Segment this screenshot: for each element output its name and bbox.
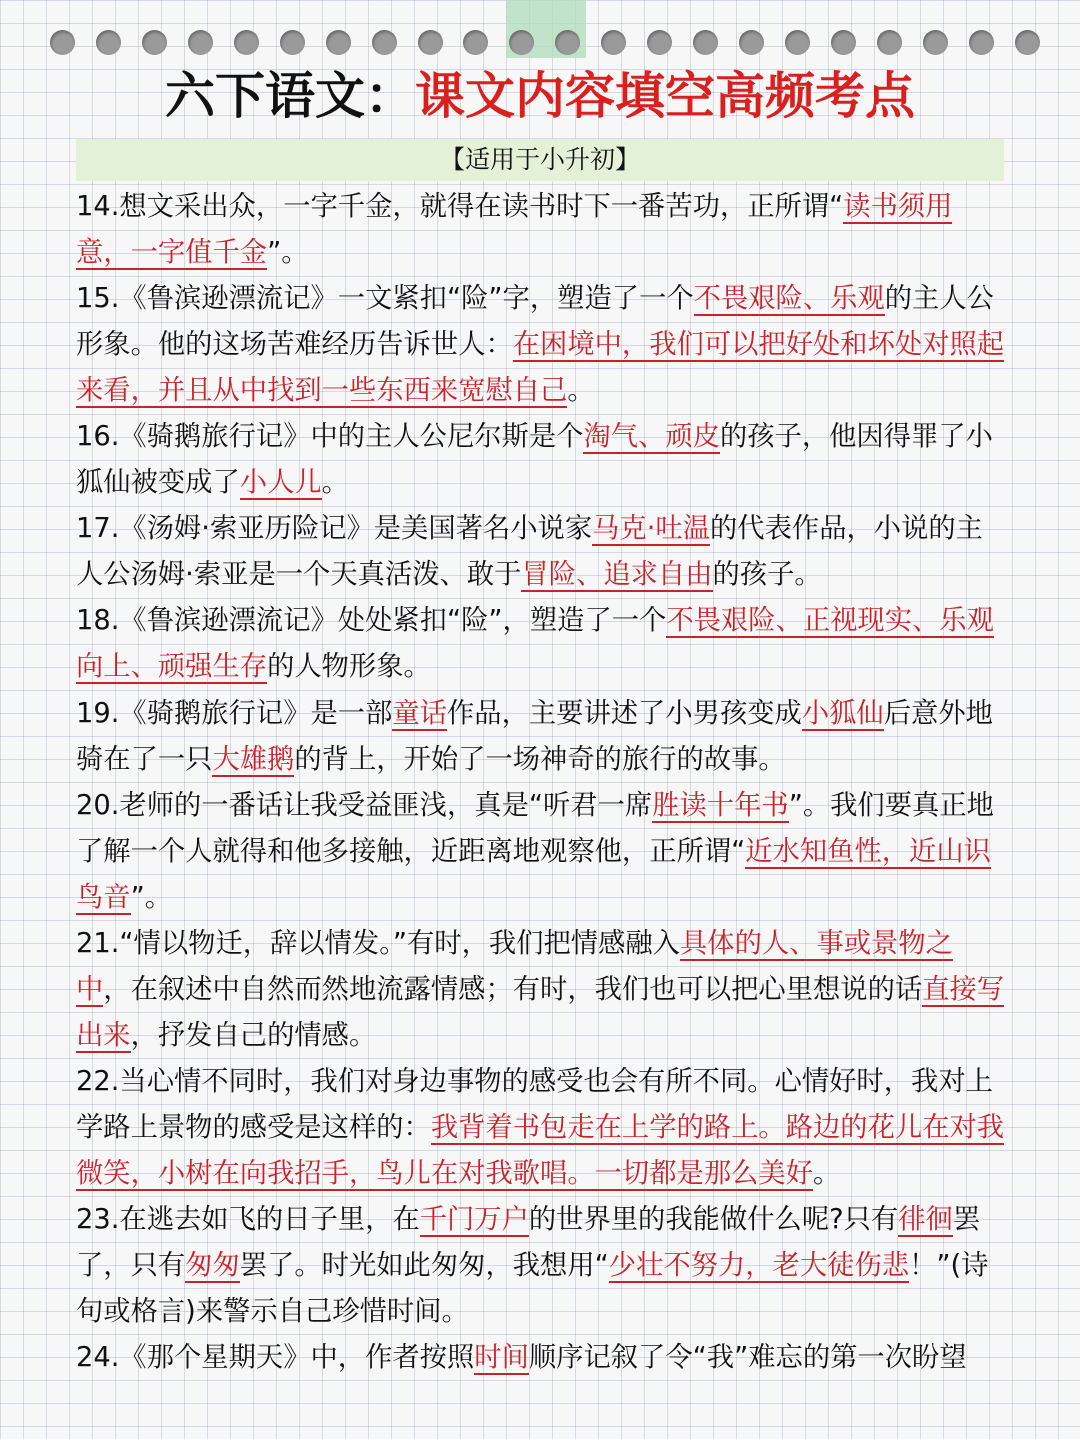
answer-blank: 不畏艰险、乐观 — [693, 283, 885, 315]
binder-hole — [326, 30, 351, 55]
answer-blank: 读书须用意，一字值千金 — [76, 191, 953, 269]
question-text: 21.“情以物迁，辞以情发。”有时，我们把情感融入 — [76, 927, 680, 959]
question-text: ”。我们要真正地了解一个人就得和他多接触，近距离地观察他，正所谓“ — [76, 789, 994, 867]
binder-hole — [831, 30, 856, 55]
page-title — [0, 64, 1080, 128]
binder-hole — [463, 30, 488, 55]
question-text: 。 — [321, 467, 349, 499]
question-item — [76, 783, 1006, 921]
answer-blank: 我背着书包走在上学的路上。路边的花儿在对我微笑，小树在向我招手，鸟儿在对我歌唱。一切都是那么美好 — [76, 1111, 1005, 1189]
question-text: 罢了，只有 — [76, 1204, 981, 1282]
question-text: 19.《骑鹅旅行记》是一部 — [76, 697, 393, 729]
question-text: ”。 — [130, 881, 173, 913]
binder-hole — [785, 30, 810, 55]
answer-blank: 不畏艰险、正视现实、乐观向上、顽强生存 — [76, 605, 994, 683]
question-text: ！”(诗句或格言)来警示自己珍惜时间。 — [76, 1250, 989, 1328]
question-item — [76, 1059, 1006, 1197]
question-text: 18.《鲁滨逊漂流记》处处紧扣“险”，塑造了一个 — [76, 605, 667, 637]
answer-blank: 大雄鹅 — [212, 743, 295, 775]
subtitle-banner: 【适用于小升初】 — [76, 139, 1004, 181]
question-text: 22.当心情不同时，我们对身边事物的感受也会有所不同。心情好时，我对上学路上景物的感受是这样的： — [76, 1065, 993, 1143]
question-text: 作品，主要讲述了小男孩变成 — [446, 697, 802, 729]
answer-blank: 小人儿 — [239, 467, 322, 499]
question-text: 20.老师的一番话让我受益匪浅，真是“听君一席 — [76, 789, 653, 821]
question-text: ，抒发自己的情感。 — [130, 1019, 377, 1051]
binder-hole — [50, 30, 75, 55]
question-item — [76, 414, 1006, 506]
question-text: 的人物形象。 — [267, 651, 431, 683]
question-text: 的主人公形象。他的这场苦难经历告诉世人： — [76, 283, 994, 361]
answer-blank: 马克·吐温 — [592, 513, 711, 545]
answer-blank: 近水知鱼性，近山识鸟音 — [76, 835, 991, 913]
answer-blank: 在困境中，我们可以把好处和坏处对照起来看，并且从中找到一些东西来宽慰自己 — [76, 329, 1005, 407]
binder-hole — [877, 30, 902, 55]
question-text: ，在叙述中自然而然地流露情感；有时，我们也可以把心里想说的话 — [103, 973, 923, 1005]
question-text: 顺序记叙了令“我”难忘的第一次盼望 — [528, 1342, 967, 1374]
binder-hole — [555, 30, 580, 55]
binder-hole — [96, 30, 121, 55]
answer-blank: 冒险、追求自由 — [521, 559, 713, 591]
question-text: 14.想文采出众，一字千金，就得在读书时下一番苦功，正所谓“ — [76, 191, 844, 222]
binder-hole — [969, 30, 994, 55]
answer-blank: 匆匆 — [185, 1250, 240, 1282]
answer-blank: 千门万户 — [419, 1204, 529, 1236]
binder-hole — [509, 30, 534, 55]
question-text: 的世界里的我能做什么呢?只有 — [528, 1204, 899, 1236]
question-text: 。 — [813, 1157, 841, 1189]
binder-holes — [50, 30, 1040, 60]
question-text: 16.《骑鹅旅行记》中的主人公尼尔斯是个 — [76, 421, 584, 453]
binder-hole — [923, 30, 948, 55]
question-text: 。 — [567, 375, 595, 407]
binder-hole — [234, 30, 259, 55]
question-item — [76, 598, 1006, 690]
binder-hole — [280, 30, 305, 55]
binder-hole — [372, 30, 397, 55]
question-text: 后意外地骑在了一只 — [76, 697, 993, 775]
answer-blank: 具体的人、事或景物之中 — [76, 927, 953, 1005]
answer-blank: 小狐仙 — [801, 697, 884, 729]
binder-hole — [739, 30, 764, 55]
question-item — [76, 691, 1006, 783]
title-main: 课文内容填空高频考点 — [415, 66, 915, 125]
question-text: 的孩子。 — [712, 559, 822, 591]
question-text: 罢了。时光如此匆匆，我想用“ — [239, 1250, 609, 1282]
answer-blank: 直接写出来 — [76, 973, 1005, 1051]
answer-blank: 胜读十年书 — [652, 789, 789, 821]
binder-hole — [418, 30, 443, 55]
answer-blank: 淘气、顽皮 — [583, 421, 720, 453]
question-item — [76, 921, 1006, 1059]
question-item — [76, 506, 1006, 598]
binder-hole — [647, 30, 672, 55]
question-text: 17.《汤姆·索亚历险记》是美国著名小说家 — [76, 513, 593, 545]
question-list — [76, 184, 1006, 1381]
question-text: 24.《那个星期天》中，作者按照 — [76, 1342, 475, 1374]
question-item — [76, 276, 1006, 414]
question-item — [76, 1197, 1006, 1335]
binder-hole — [142, 30, 167, 55]
question-text: 的孩子，他因得罪了小狐仙被变成了 — [76, 421, 993, 499]
binder-hole — [601, 30, 626, 55]
question-item — [76, 184, 1006, 276]
question-text: ”。 — [267, 237, 309, 269]
question-item — [76, 1335, 1006, 1381]
question-text: 的背上，开始了一场神奇的旅行的故事。 — [294, 743, 786, 775]
question-text: 的代表作品，小说的主人公汤姆·索亚是一个天真活泼、敢于 — [76, 513, 983, 591]
question-text: 23.在逃去如飞的日子里，在 — [76, 1204, 420, 1236]
answer-blank: 童话 — [392, 697, 447, 729]
answer-blank: 时间 — [474, 1342, 529, 1374]
answer-blank: 徘徊 — [898, 1204, 953, 1236]
title-prefix: 六下语文： — [165, 66, 415, 125]
binder-hole — [693, 30, 718, 55]
question-text: 15.《鲁滨逊漂流记》一文紧扣“险”字，塑造了一个 — [76, 283, 694, 315]
binder-hole — [188, 30, 213, 55]
answer-blank: 少壮不努力，老大徒伤悲 — [608, 1250, 910, 1282]
binder-hole — [1015, 30, 1040, 55]
